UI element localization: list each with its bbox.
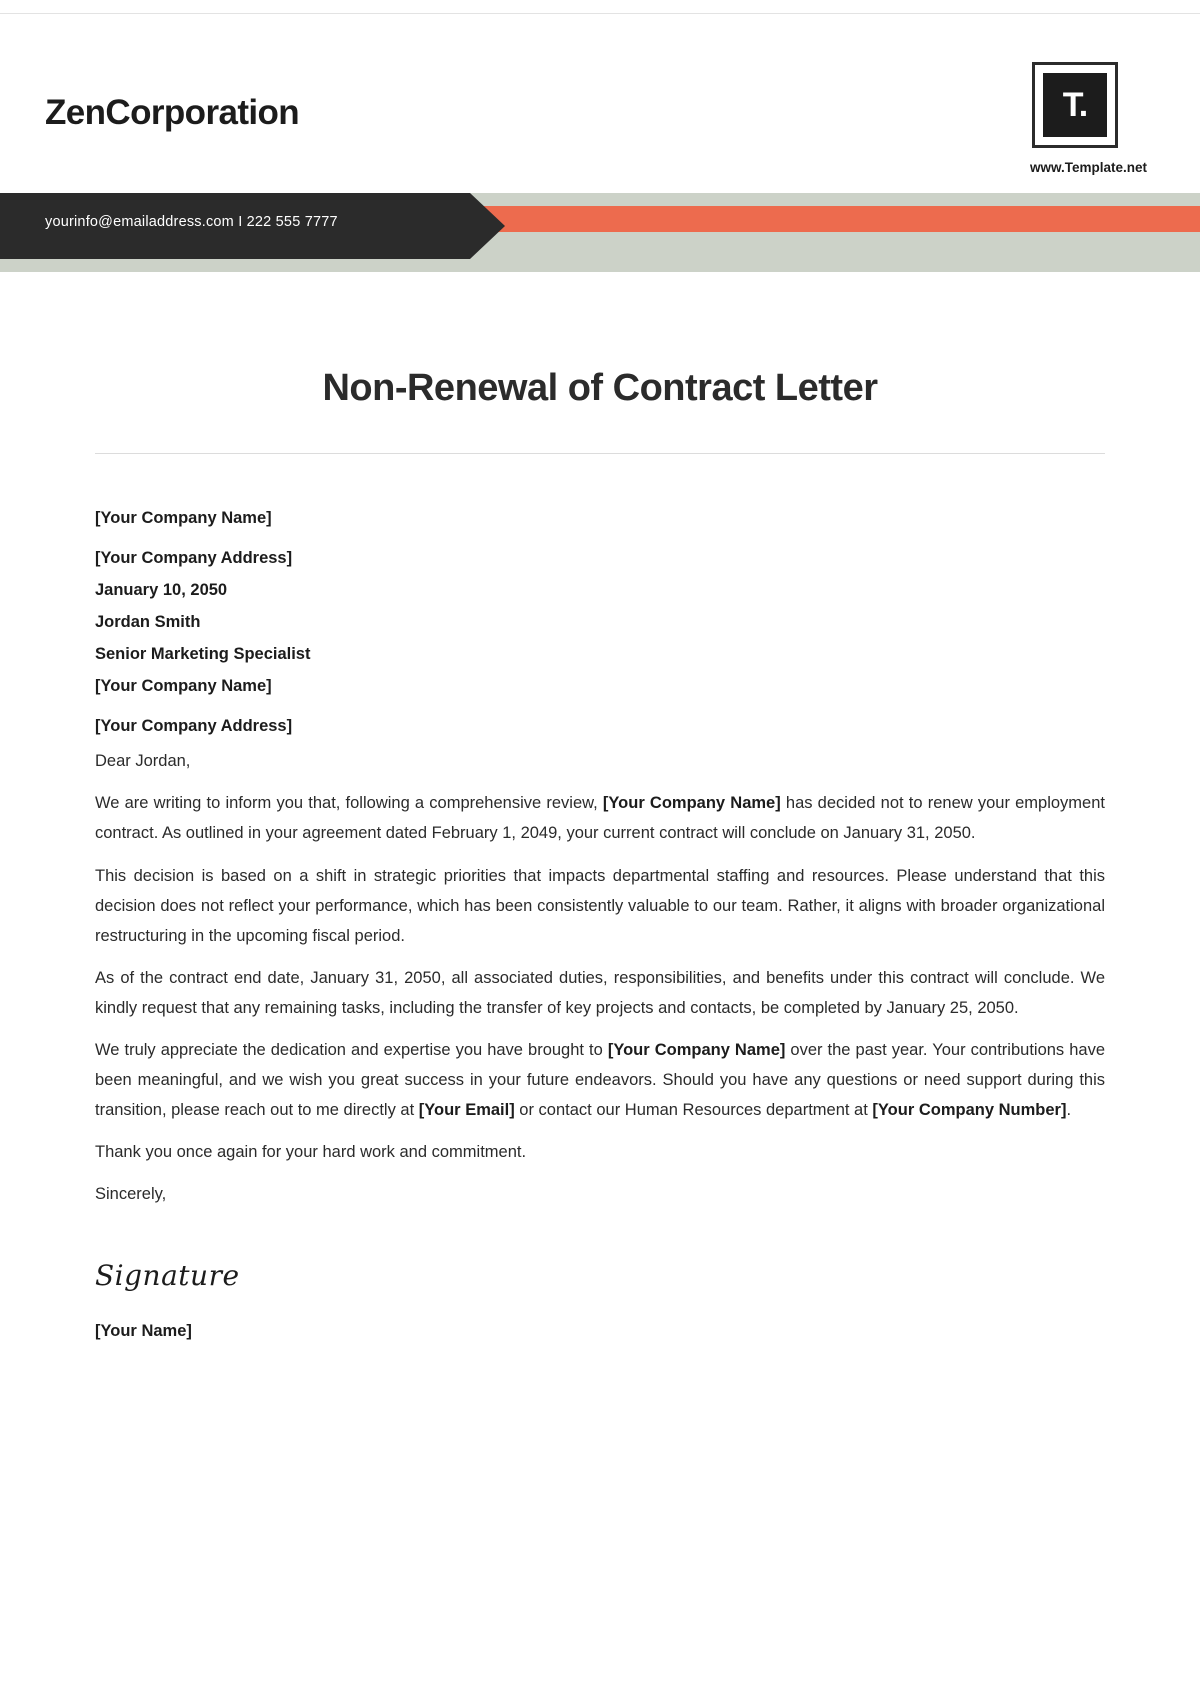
contact-banner: [0, 193, 1200, 272]
p1-pre: We are writing to inform you that, following a comprehensive review,: [95, 794, 603, 813]
meta-date: January 10, 2050: [95, 580, 228, 599]
paragraph-1: [95, 788, 1105, 848]
title-divider: [95, 453, 1105, 454]
meta-recipient-name: Jordan Smith: [95, 612, 201, 631]
contact-info-text: yourinfo@emailaddress.com I 222 555 7777: [45, 214, 338, 230]
letterhead-header: [0, 0, 1200, 196]
p4-mid-2: or contact our Human Resources department at: [514, 1100, 873, 1119]
p1-company-placeholder: [Your Company Name]: [602, 794, 781, 813]
letter-metadata-block: [95, 507, 1105, 738]
company-logo: [1032, 62, 1118, 148]
company-brand-name: ZenCorporation: [45, 93, 300, 132]
meta-recipient-address: [Your Company Address]: [95, 716, 293, 735]
p4-number-placeholder: [Your Company Number]: [872, 1100, 1067, 1119]
meta-recipient-title: Senior Marketing Specialist: [95, 644, 311, 663]
p4-pre: We truly appreciate the dedication and expertise you have brought to: [95, 1040, 608, 1059]
paragraph-4: [95, 1035, 1105, 1125]
letter-content: [95, 746, 1105, 1208]
p4-email-placeholder: [Your Email]: [418, 1100, 515, 1119]
meta-company-name: [Your Company Name]: [95, 509, 272, 527]
p4-mid: over the past year. Your contributions have been meaningful, and we wish you great success in your future endeavors. Should you have any questions or need support during this transition, please reach out to me directly at: [95, 1040, 1105, 1119]
template-website-url: www.Template.net: [1029, 160, 1147, 175]
salutation: Dear Jordan,: [95, 752, 191, 771]
logo-mark-icon: T.: [1043, 73, 1107, 137]
p4-post: .: [1066, 1100, 1072, 1119]
closing: Sincerely,: [95, 1184, 167, 1203]
meta-recipient-company: [Your Company Name]: [95, 676, 272, 695]
meta-company-address: [Your Company Address]: [95, 548, 293, 567]
signature-script: Signature: [95, 1258, 240, 1292]
p1-post: has decided not to renew your employment contract. As outlined in your agreement dated February 1, 2049, your current contract will conclude on January 31, 2050.: [95, 794, 1105, 843]
paragraph-5: Thank you once again for your hard work and commitment.: [95, 1142, 527, 1161]
p4-company-placeholder: [Your Company Name]: [607, 1040, 786, 1059]
page-title: Non-Renewal of Contract Letter: [322, 367, 878, 409]
signature-name-placeholder: [Your Name]: [95, 1321, 192, 1340]
paragraph-3: As of the contract end date, January 31, 2050, all associated duties, responsibilities, and benefits under this contract will conclude. We kindly request that any remaining tasks, including the transfer of key projects and contacts, be completed by January 25, 2050.: [95, 968, 1105, 1017]
document-body: [0, 272, 1200, 1341]
paragraph-2: This decision is based on a shift in strategic priorities that impacts departmental staffing and resources. Please understand that this decision does not reflect your performance, which has been consistently valuable to our team. Rather, it aligns with broader organizational restructuring in the upcoming fiscal period.: [95, 866, 1105, 945]
